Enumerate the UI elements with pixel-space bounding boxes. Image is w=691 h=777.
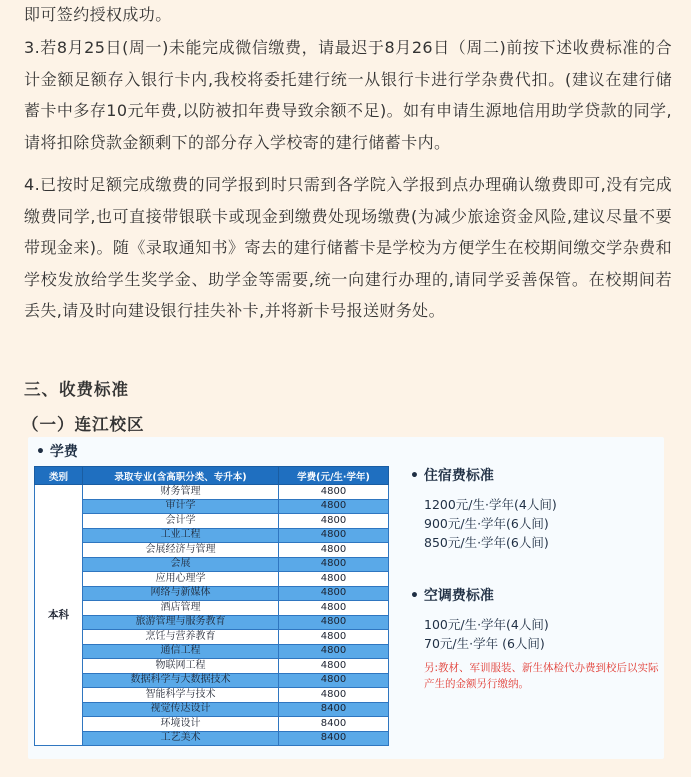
table-row (35, 528, 389, 543)
major-cell: 烹饪与营养教育 (83, 630, 279, 645)
major-cell: 网络与新媒体 (83, 586, 279, 601)
fee-cell: 4800 (279, 499, 389, 514)
major-cell: 旅游管理与服务教育 (83, 615, 279, 630)
fee-cell: 4800 (279, 572, 389, 587)
table-row (35, 717, 389, 732)
fee-cell: 4800 (279, 601, 389, 616)
fee-cell: 8400 (279, 702, 389, 717)
table-row (35, 702, 389, 717)
major-cell: 工业工程 (83, 528, 279, 543)
major-cell: 通信工程 (83, 644, 279, 659)
ac-fee-line: 100元/生·学年(4人间) (424, 617, 549, 632)
bullet-dot: • (410, 588, 419, 604)
fee-cell: 4800 (279, 528, 389, 543)
table-row (35, 659, 389, 674)
section-heading-fees: 三、收费标准 (24, 380, 129, 399)
fee-cell: 4800 (279, 688, 389, 703)
major-cell: 会展 (83, 557, 279, 572)
table-row (35, 485, 389, 500)
table-row (35, 731, 389, 746)
fee-cell: 4800 (279, 485, 389, 500)
fee-standard-panel (28, 437, 664, 759)
table-row (35, 543, 389, 558)
major-cell: 应用心理学 (83, 572, 279, 587)
category-cell: 本科 (35, 485, 83, 746)
fee-cell: 4800 (279, 659, 389, 674)
tuition-table (34, 466, 389, 746)
fee-cell: 4800 (279, 630, 389, 645)
table-row (35, 688, 389, 703)
dorm-fee-line: 850元/生·学年(6人间) (424, 535, 549, 550)
major-cell: 财务管理 (83, 485, 279, 500)
major-cell: 审计学 (83, 499, 279, 514)
table-row (35, 514, 389, 529)
table-row (35, 499, 389, 514)
table-row (35, 615, 389, 630)
fee-cell: 4800 (279, 543, 389, 558)
major-cell: 数据科学与大数据技术 (83, 673, 279, 688)
paragraph-item-4: 4.已按时足额完成缴费的同学报到时只需到各学院入学报到点办理确认缴费即可,没有完成缴费同学,也可直接带银联卡或现金到缴费处现场缴费(为减少旅途资金风险,建议尽量不要带现金来)。随《录取通知书》寄去的建行储蓄卡是学校为方便学生在校期间缴交学杂费和学校发放给学生奖学金、助学金等需要,统一向建行办理的,请同学妥善保管。在校期间若丢失,请及时向建设银行挂失补卡,并将新卡号报送财务处。 (24, 175, 672, 320)
major-cell: 酒店管理 (83, 601, 279, 616)
table-row (35, 630, 389, 645)
major-cell: 物联网工程 (83, 659, 279, 674)
dorm-fee-title: • 住宿费标准 (410, 468, 494, 484)
table-row (35, 644, 389, 659)
header-category: 类别 (35, 467, 83, 485)
ac-fee-line: 70元/生·学年 (6人间) (424, 636, 545, 651)
ac-fee-title: • 空调费标准 (410, 588, 494, 604)
fee-cell: 4800 (279, 673, 389, 688)
dorm-fee-line: 1200元/生·学年(4人间) (424, 497, 557, 512)
table-row (35, 586, 389, 601)
dorm-fee-line: 900元/生·学年(6人间) (424, 516, 549, 531)
fee-cell: 8400 (279, 717, 389, 732)
table-row (35, 572, 389, 587)
table-row (35, 601, 389, 616)
header-fee: 学费(元/生·学年) (279, 467, 389, 485)
campus-heading: （一）连江校区 (22, 415, 145, 434)
major-cell: 智能科学与技术 (83, 688, 279, 703)
table-header-row (35, 467, 389, 485)
paragraph-item-3: 3.若8月25日(周一)未能完成微信缴费，请最迟于8月26日（周二)前按下述收费标准的合计金额足额存入银行卡内,我校将委托建行统一从银行卡进行学杂费代扣。(建议在建行储蓄卡中多存10元年费,以防被扣年费导致余额不足)。如有申请生源地信用助学贷款的同学,请将扣除贷款金额剩下的部分存入学校寄的建行储蓄卡内。 (24, 38, 672, 152)
major-cell: 会展经济与管理 (83, 543, 279, 558)
tuition-title: • 学费 (36, 444, 78, 460)
fee-cell: 4800 (279, 615, 389, 630)
table-row (35, 673, 389, 688)
paragraph-signing-success: 即可签约授权成功。 (24, 5, 172, 24)
extra-fees-note: 另:教材、军训服装、新生体检代办费到校后以实际产生的金额另行缴纳。 (424, 662, 659, 690)
fee-cell: 4800 (279, 514, 389, 529)
table-row (35, 557, 389, 572)
fee-cell: 8400 (279, 731, 389, 746)
major-cell: 视觉传达设计 (83, 702, 279, 717)
bullet-dot: • (410, 468, 419, 484)
fee-cell: 4800 (279, 586, 389, 601)
major-cell: 工艺美术 (83, 731, 279, 746)
fee-cell: 4800 (279, 557, 389, 572)
major-cell: 会计学 (83, 514, 279, 529)
major-cell: 环境设计 (83, 717, 279, 732)
bullet-dot: • (36, 444, 45, 460)
header-major: 录取专业(含高职分类、专升本) (83, 467, 279, 485)
fee-cell: 4800 (279, 644, 389, 659)
